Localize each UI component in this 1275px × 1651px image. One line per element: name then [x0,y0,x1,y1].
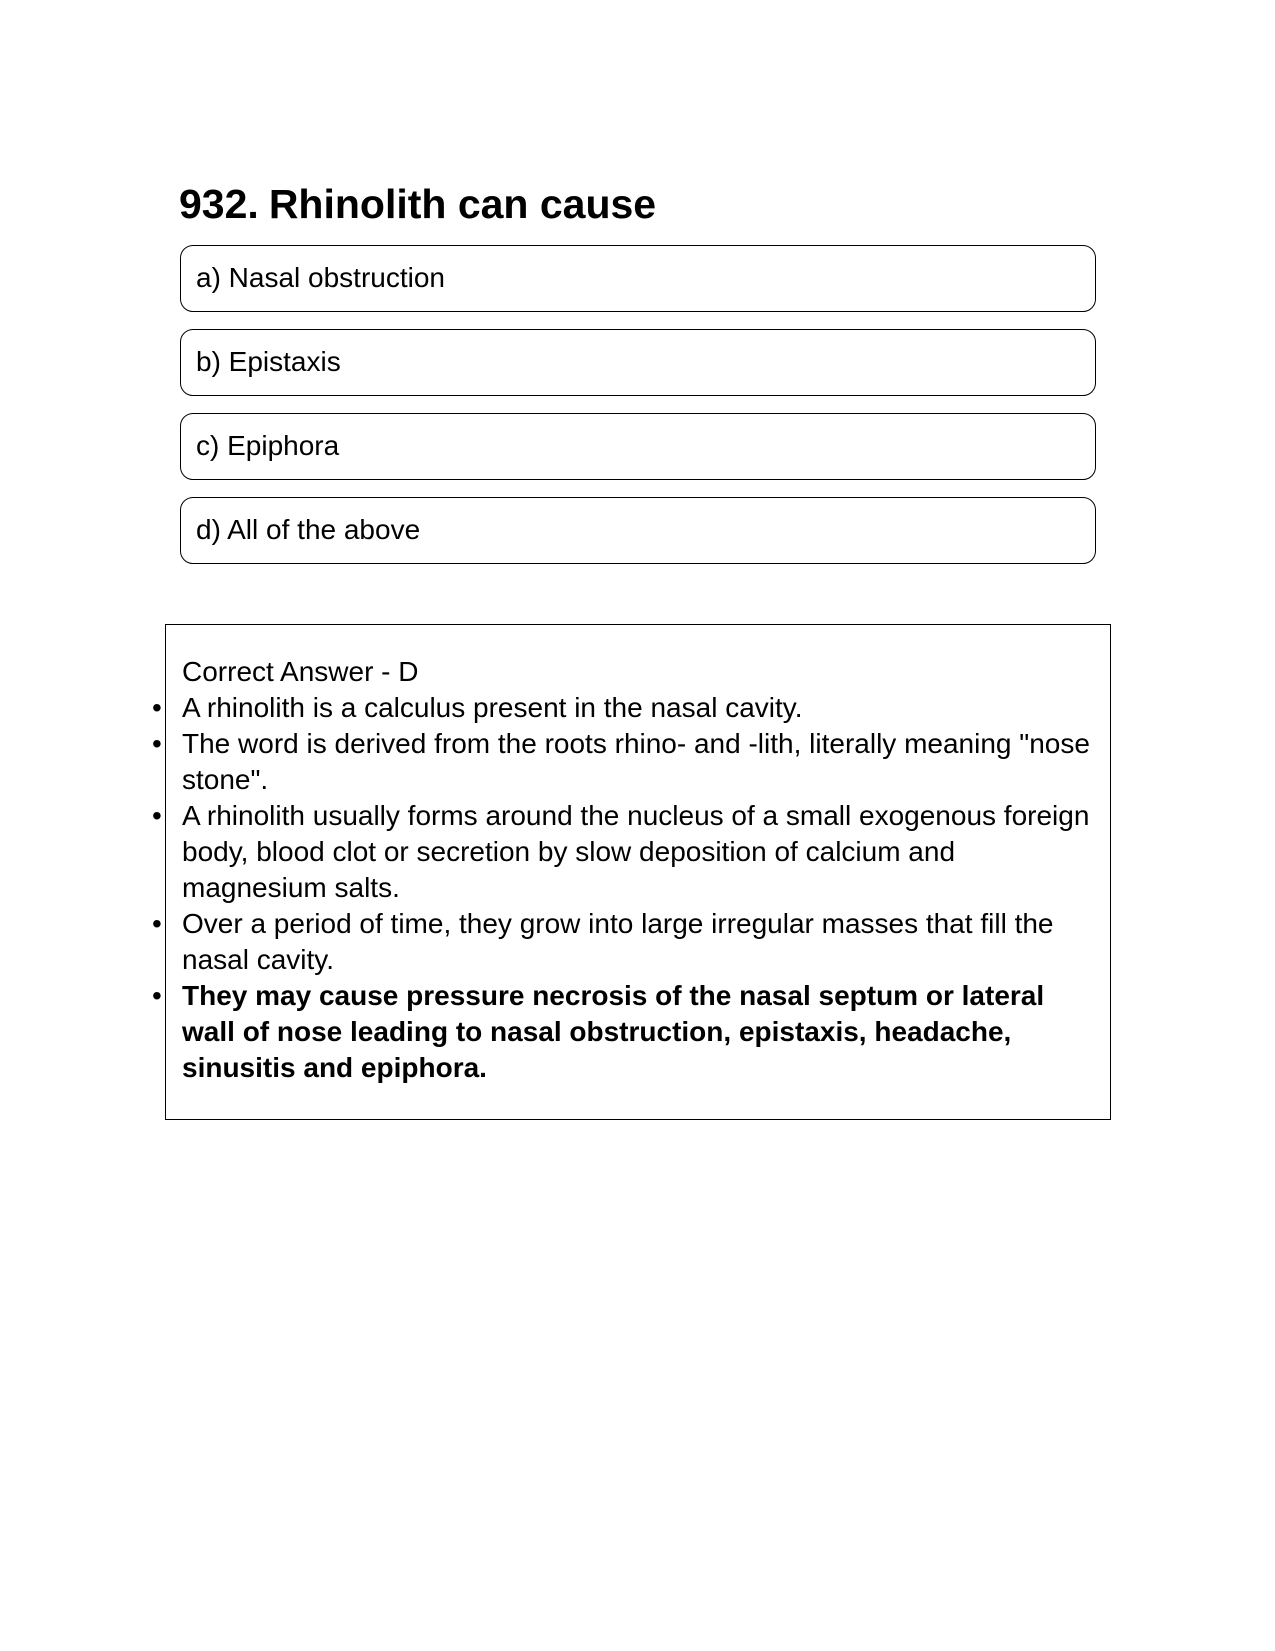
explanation-point [152,798,1092,906]
question-number: 932. [179,181,259,227]
bullet-icon: • [152,800,162,831]
bullet-icon: • [152,692,162,723]
explanation-text: A rhinolith is a calculus present in the nasal cavity. [182,692,803,723]
explanation-text: Over a period of time, they grow into large irregular masses that fill the nasal cavity. [182,908,1054,975]
explanation-list [152,690,1092,1086]
explanation-text-bold: They may cause pressure necrosis of the nasal septum or lateral wall of nose leading to nasal obstruction, epistaxis, headache, sinusitis and epiphora. [182,980,1045,1083]
option-b[interactable]: b) Epistaxis [180,329,1096,396]
bullet-icon: • [152,908,162,939]
explanation-point [152,690,1092,726]
explanation-point [152,906,1092,978]
explanation-text: A rhinolith usually forms around the nucleus of a small exogenous foreign body, blood clot or secretion by slow deposition of calcium and magnesium salts. [182,800,1090,903]
question-text: Rhinolith can cause [268,181,657,227]
option-a[interactable]: a) Nasal obstruction [180,245,1096,312]
explanation-point [152,726,1092,798]
answer-explanation [152,654,1092,1086]
explanation-text: The word is derived from the roots rhino- and -lith, literally meaning "nose stone". [182,728,1090,795]
bullet-icon: • [152,980,162,1011]
question-title [179,178,656,230]
option-d[interactable]: d) All of the above [180,497,1096,564]
explanation-point [152,978,1092,1086]
correct-answer-heading: Correct Answer - D [182,656,419,687]
bullet-icon: • [152,728,162,759]
option-c[interactable]: c) Epiphora [180,413,1096,480]
